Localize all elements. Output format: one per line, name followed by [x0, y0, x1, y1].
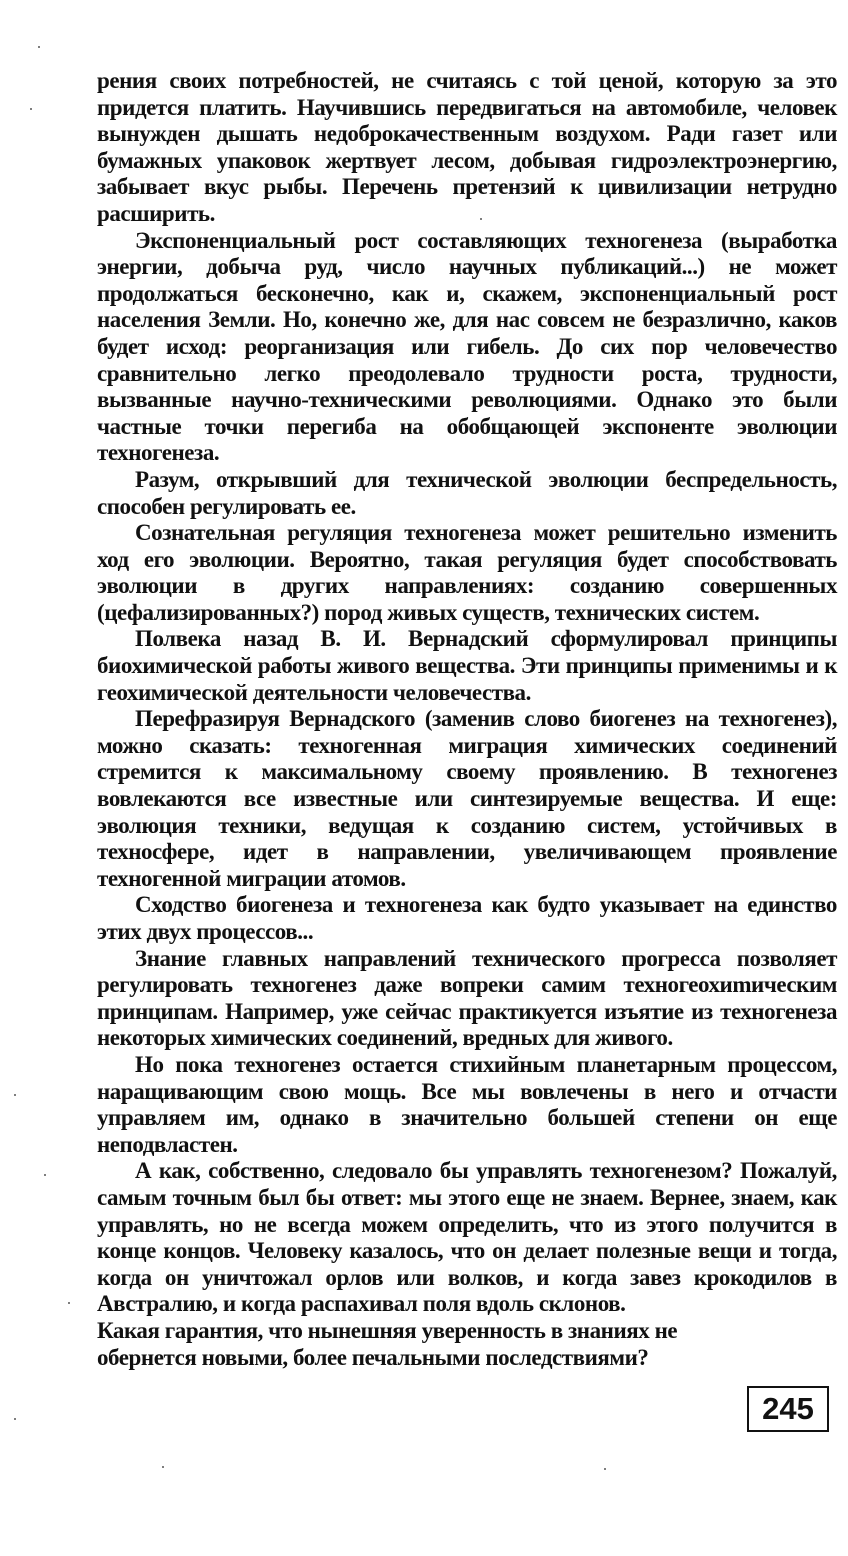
paragraph-9: Но пока техногенез остается стихийным планетарным процессом, наращивающим свою мощь. Все мы вовлечены в него и отчасти управляем им, однако в значительно большей степени он еще неподвластен.	[97, 1051, 837, 1157]
paragraph-2: Экспоненциальный рост составляющих техногенеза (выработка энергии, добыча руд, число научных публикаций...) не может продолжаться бесконечно, как и, скажем, экспоненциальный рост населения Земли. Но, конечно же, для нас совсем не безразлично, каков будет исход: реорганизация или гибель. До сих пор человечество сравнительно легко преодолевало трудности роста, трудности, вызванные научно-техническими революциями. Однако это были частные точки перегиба на обобщающей экспоненте эволюции техногенеза.	[97, 227, 837, 466]
scan-speck	[44, 1174, 46, 1176]
paragraph-11-continuation: Какая гарантия, что нынешняя уверенность в знаниях не обернется новыми, более печальными последствиями?	[97, 1317, 678, 1370]
scan-speck	[30, 108, 32, 110]
paragraph-8: Знание главных направлений технического прогресса позволяет регулировать техногенез даже вопреки самим техногеохиmическим принципам. Например, уже сейчас практикуется изъятие из техногенеза некоторых химических соединений, вредных для живого.	[97, 945, 837, 1051]
paragraph-6: Перефразируя Вернадского (заменив слово биогенез на техногенез), можно сказать: техногенная миграция химических соединений стремится к максимальному своему проявлению. В техногенез вовлекаются все известные или синтезируемые вещества. И еще: эволюция техники, ведущая к созданию систем, устойчивых в техносфере, идет в направлении, увеличивающем проявление техногенной миграции атомов.	[97, 706, 837, 891]
scan-speck	[38, 46, 40, 48]
scan-speck	[14, 1094, 16, 1096]
scan-speck	[68, 1302, 70, 1304]
scan-speck	[14, 1418, 16, 1420]
paragraph-3: Разум, открывший для технической эволюции беспредельность, способен регулировать ее.	[97, 466, 837, 519]
paragraph-4: Сознательная регуляция техногенеза может решительно изменить ход его эволюции. Вероятно, такая регуляция будет способствовать эволюции в других направлениях: созданию совершенных (цефализированных?) пород живых существ, технических систем.	[97, 520, 837, 625]
page-number-box: 245	[747, 1386, 829, 1432]
scan-speck	[480, 218, 482, 220]
paragraph-10: А как, собственно, следовало бы управлять техногенезом? Пожалуй, самым точным был бы ответ: мы этого еще не знаем. Вернее, знаем, как управлять, но не всегда можем определить, что из этого получится в конце концов. Человеку казалось, что он делает полезные вещи и тогда, когда он уничтожал орлов или волков, и когда завез крокодилов в Австралию, и когда распахивал поля вдоль склонов.	[97, 1158, 837, 1317]
paragraph-7: Сходство биогенеза и техногенеза как будто указывает на единство этих двух процессов...	[97, 892, 837, 944]
paragraph-5: Полвека назад В. И. Вернадский сформулировал принципы биохимической работы живого вещества. Эти принципы применимы и к геохимической деятельности человечества.	[97, 626, 837, 705]
page-text	[97, 68, 837, 1371]
paragraph-1: рения своих потребностей, не считаясь с той ценой, которую за это придется платить. Научившись передвигаться на автомобиле, человек вынужден дышать недоброкачественным воздухом. Ради газет или бумажных упаковок жертвует лесом, добывая гидроэлектроэнергию, забывает вкус рыбы. Перечень претензий к цивилизации нетрудно расширить.	[97, 68, 837, 226]
scan-speck	[604, 1468, 606, 1470]
scan-speck	[162, 1466, 164, 1468]
